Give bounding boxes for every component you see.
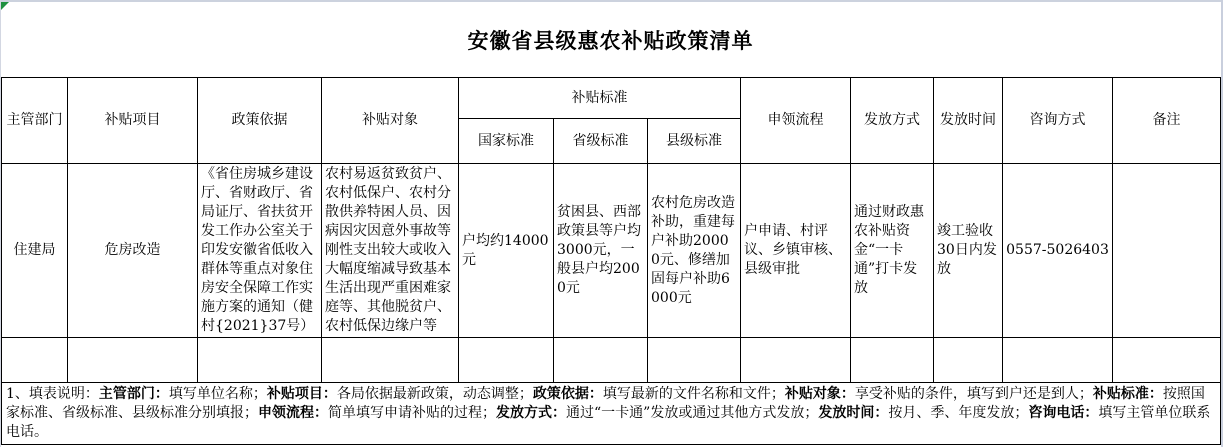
empty-cell[interactable]	[648, 338, 741, 383]
empty-cell[interactable]	[934, 338, 1003, 383]
empty-cell[interactable]	[198, 338, 322, 383]
sheet-title[interactable]: 安徽省县级惠农补贴政策清单	[467, 27, 754, 53]
header-standard-county[interactable]: 县级标准	[648, 119, 741, 164]
cell-target[interactable]: 农村易返贫致贫户、农村低保户、农村分散供养特困人员、因病因灾因意外事故等刚性支出较大或收入大幅度缩减导致基本生活出现严重困难家庭等、其他脱贫户、农村低保边缘户等	[322, 164, 459, 338]
footnote-cell[interactable]	[2, 383, 1221, 445]
empty-cell[interactable]	[1113, 338, 1221, 383]
cell-standard-county[interactable]: 农村危房改造补助，重建每户补助20000元、修缮加固每户补助6000元	[648, 164, 741, 338]
header-time[interactable]: 发放时间	[934, 78, 1003, 164]
footnote-text: 1、填表说明：主管部门：填写单位名称；补贴项目：各局依据最新政策，动态调整；政策依据：填写最新的文件名称和文件；补贴对象：享受补贴的条件，填写到户还是到人；补贴标准：按照国家标准、省级标准、县级标准分别填报；申领流程：简单填写申请补贴的过程；发放方式：通过“一卡通”发放或通过其他方式发放；发放时间：按月、季、年度发放；咨询电话：填写主管单位联系电话。	[6, 386, 1211, 440]
empty-cell[interactable]	[2, 338, 68, 383]
empty-cell[interactable]	[459, 338, 554, 383]
header-project[interactable]: 补贴项目	[68, 78, 198, 164]
empty-cell[interactable]	[68, 338, 198, 383]
header-process[interactable]: 申领流程	[741, 78, 851, 164]
header-standard-national[interactable]: 国家标准	[459, 119, 554, 164]
empty-cell[interactable]	[851, 338, 934, 383]
header-method[interactable]: 发放方式	[851, 78, 934, 164]
cell-basis[interactable]: 《省住房城乡建设厅、省财政厅、省局证厅、省扶贫开发工作办公室关于印发安徽省低收入群体等重点对象住房安全保障工作实施方案的通知（健村{2021}37号）	[198, 164, 322, 338]
empty-cell[interactable]	[741, 338, 851, 383]
cell-time[interactable]: 竣工验收30日内发放	[934, 164, 1003, 338]
empty-cell[interactable]	[1003, 338, 1113, 383]
cell-standard-national[interactable]: 户均约14000元	[459, 164, 554, 338]
header-basis[interactable]: 政策依据	[198, 78, 322, 164]
cell-method[interactable]: 通过财政惠农补贴资金“一卡通”打卡发放	[851, 164, 934, 338]
empty-cell[interactable]	[554, 338, 648, 383]
cell-remark[interactable]	[1113, 164, 1221, 338]
header-standard-group[interactable]: 补贴标准	[459, 78, 741, 119]
header-contact[interactable]: 咨询方式	[1003, 78, 1113, 164]
header-remark[interactable]: 备注	[1113, 78, 1221, 164]
cell-standard-provincial[interactable]: 贫困县、西部政策县等户均3000元，一般县户均2000元	[554, 164, 648, 338]
header-target[interactable]: 补贴对象	[322, 78, 459, 164]
header-standard-provincial[interactable]: 省级标准	[554, 119, 648, 164]
cell-dept[interactable]: 住建局	[2, 164, 68, 338]
cell-project[interactable]: 危房改造	[68, 164, 198, 338]
policy-table	[1, 77, 1221, 445]
header-dept[interactable]: 主管部门	[2, 78, 68, 164]
empty-cell[interactable]	[322, 338, 459, 383]
cell-process[interactable]: 户申请、村评议、乡镇审核、县级审批	[741, 164, 851, 338]
cell-contact[interactable]: 0557-5026403	[1003, 164, 1113, 338]
